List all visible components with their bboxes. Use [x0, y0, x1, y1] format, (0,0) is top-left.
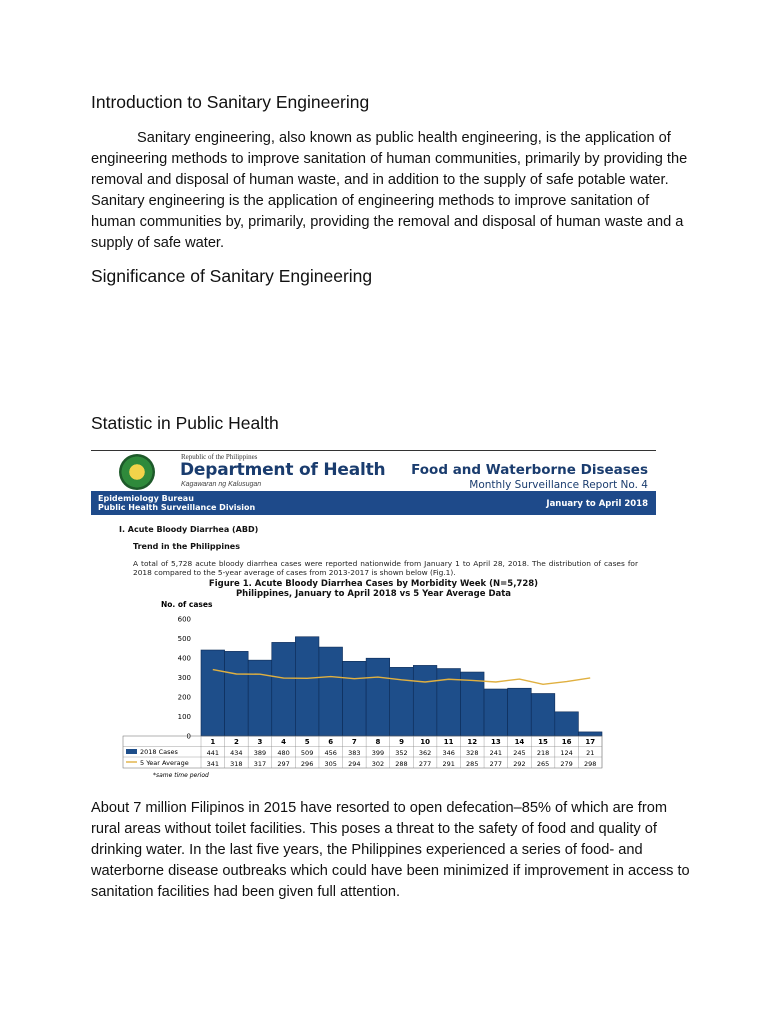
table-cell-2018: 218 [536, 749, 550, 757]
y-tick-label: 300 [177, 674, 191, 682]
statistic-heading: Statistic in Public Health [91, 413, 279, 433]
report-period: January to April 2018 [546, 499, 648, 509]
table-cell-2018: 241 [489, 749, 503, 757]
bureau-label: Epidemiology Bureau [98, 494, 194, 503]
table-cell-average: 292 [513, 760, 526, 768]
intro-heading: Introduction to Sanitary Engineering [91, 92, 370, 112]
x-tick-label: 6 [328, 738, 334, 746]
table-cell-2018: 480 [277, 749, 290, 757]
divider [91, 450, 656, 451]
bar-2018-cases [201, 650, 225, 736]
table-cell-2018: 399 [371, 749, 385, 757]
table-cell-average: 279 [560, 760, 573, 768]
table-cell-average: 294 [348, 760, 361, 768]
table-cell-average: 291 [442, 760, 455, 768]
table-cell-2018: 509 [300, 749, 314, 757]
figure-title: Figure 1. Acute Bloody Diarrhea Cases by Morbidity Week (N=5,728) [208, 579, 539, 589]
trend-heading: Trend in the Philippines [133, 542, 240, 551]
x-tick-label: 3 [257, 738, 263, 746]
division-label: Public Health Surveillance Division [98, 503, 256, 512]
x-tick-label: 10 [420, 738, 430, 746]
x-tick-label: 4 [281, 738, 286, 746]
kagawaran-label: Kagawaran ng Kalusugan [181, 481, 262, 488]
table-cell-average: 288 [395, 760, 408, 768]
chart-footnote: *same time period [153, 772, 209, 779]
bar-2018-cases [225, 651, 249, 736]
bar-2018-cases [272, 642, 296, 736]
table-cell-2018: 245 [513, 749, 526, 757]
x-tick-label: 1 [210, 738, 216, 746]
table-cell-2018: 456 [324, 749, 337, 757]
table-cell-2018: 352 [395, 749, 408, 757]
table-cell-2018: 346 [442, 749, 455, 757]
statistic-paragraph: About 7 million Filipinos in 2015 have resorted to open defecation–85% of which are from rural areas without toilet facilities. This poses a threat to the safety of food and quality of drinking water. In the last five years, the Philippines experienced a series of food- and waterborne disease outbreaks which could have been minimized if improvement in access to sanitation facilities had been given full attention. [91, 800, 690, 900]
table-cell-2018: 21 [586, 749, 595, 757]
republic-label: Republic of the Philippines [181, 453, 258, 461]
table-cell-2018: 328 [466, 749, 479, 757]
department-name: Department of Health [180, 460, 386, 480]
bar-2018-cases [295, 637, 319, 736]
section-heading: I. Acute Bloody Diarrhea (ABD) [119, 525, 259, 534]
bar-2018-cases [413, 665, 437, 736]
doh-seal-icon [119, 454, 155, 490]
bar-2018-cases [484, 689, 508, 736]
bar-2018-cases [248, 660, 272, 736]
x-tick-label: 11 [443, 738, 454, 746]
surveillance-report-image [91, 447, 656, 787]
y-tick-label: 500 [177, 635, 191, 643]
y-axis-label: No. of cases [161, 600, 213, 609]
x-tick-label: 9 [399, 738, 404, 746]
table-cell-2018: 383 [348, 749, 361, 757]
table-cell-average: 277 [489, 760, 503, 768]
table-cell-2018: 441 [206, 749, 220, 757]
x-tick-label: 17 [585, 738, 596, 746]
y-tick-label: 200 [177, 693, 191, 702]
y-tick-label: 400 [177, 654, 191, 663]
x-tick-label: 7 [351, 738, 357, 746]
table-cell-average: 297 [277, 760, 290, 768]
bar-2018-cases [531, 693, 555, 736]
bar-2018-cases [319, 647, 343, 736]
table-cell-average: 277 [418, 760, 432, 768]
report-title: Food and Waterborne Diseases [411, 462, 648, 478]
intro-paragraph: Sanitary engineering, also known as public health engineering, is the application of engineering methods to improve sanitation of human communities, primarily by providing the removal and disposal of human waste, and in addition to the supply of safe potable water. Sanitary engineering is the application of engineering methods to improve sanitation of human communities by, primarily, providing the removal and disposal of human waste and a supply of safe water. [91, 130, 688, 251]
y-tick-label: 0 [186, 732, 191, 741]
x-tick-label: 13 [490, 738, 501, 746]
bar-2018-cases [366, 658, 390, 736]
data-table-border [123, 736, 602, 768]
significance-heading: Significance of Sanitary Engineering [91, 266, 373, 286]
table-cell-2018: 124 [560, 749, 573, 757]
abd-cases-chart [91, 595, 656, 787]
bar-2018-cases [555, 712, 579, 736]
table-cell-2018: 362 [418, 749, 432, 757]
table-cell-average: 265 [536, 760, 550, 768]
table-cell-average: 285 [466, 760, 479, 768]
x-tick-label: 5 [304, 738, 310, 746]
x-tick-label: 8 [375, 738, 381, 746]
report-subtitle: Monthly Surveillance Report No. 4 [469, 479, 648, 491]
y-tick-label: 100 [177, 713, 191, 721]
y-tick-label: 600 [177, 615, 191, 624]
table-cell-average: 305 [324, 760, 337, 768]
bar-2018-cases [343, 661, 367, 736]
x-tick-label: 2 [233, 738, 239, 746]
legend-5-year-average: 5 Year Average [140, 759, 189, 767]
report-banner [91, 491, 656, 515]
legend-bar-swatch [126, 749, 137, 754]
x-tick-label: 12 [467, 738, 478, 746]
table-cell-average: 298 [583, 760, 597, 768]
x-tick-label: 15 [538, 738, 548, 746]
table-cell-average: 296 [300, 760, 314, 768]
x-tick-label: 14 [514, 738, 525, 746]
table-cell-2018: 434 [230, 749, 243, 757]
table-cell-average: 318 [230, 760, 243, 768]
bar-2018-cases [578, 732, 602, 736]
bar-2018-cases [390, 667, 414, 736]
report-text: A total of 5,728 acute bloody diarrhea cases were reported nationwide from January 1 to April 28, 2018. The distribution of cases for 2018 compared to the 5-year average of cases from 2013-2017 is shown below (Fig.1). [133, 559, 638, 577]
table-cell-average: 317 [253, 760, 267, 768]
table-cell-average: 302 [371, 760, 385, 768]
x-tick-label: 16 [561, 738, 572, 746]
bar-2018-cases [508, 688, 532, 736]
legend-2018-cases: 2018 Cases [140, 748, 178, 756]
figure-subtitle: Philippines, January to April 2018 vs 5 Year Average Data [235, 589, 512, 599]
table-cell-2018: 389 [253, 749, 267, 757]
table-cell-average: 341 [206, 760, 220, 768]
